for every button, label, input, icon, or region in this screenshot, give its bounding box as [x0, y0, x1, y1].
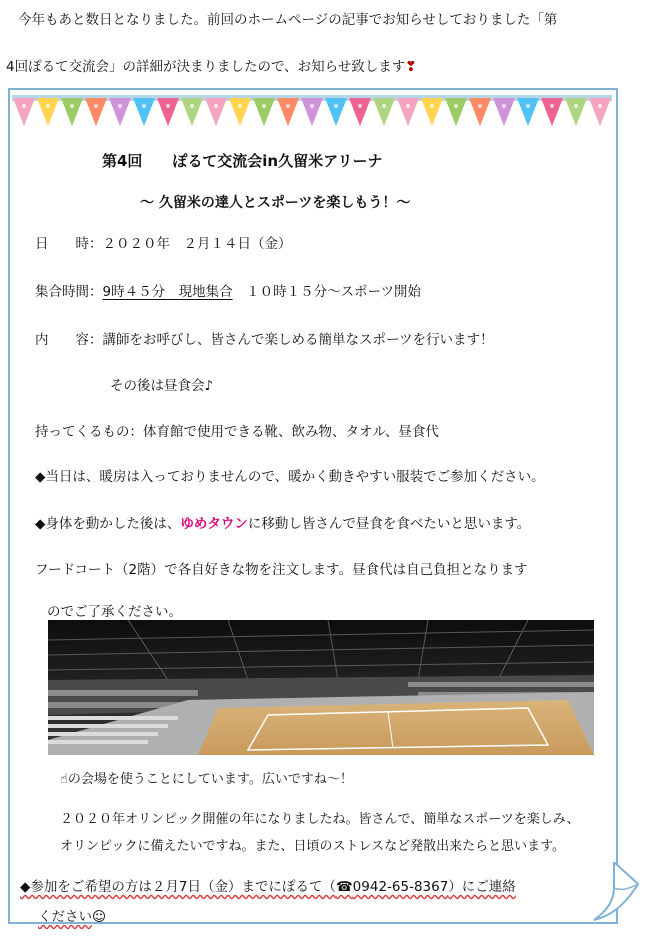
bunting-dot	[478, 104, 482, 108]
olympic-paragraph-2: オリンピックに備えたいですね。また、日頃のストレスなど発散出来たらと思います。	[60, 839, 566, 854]
bunting-flag	[445, 98, 467, 126]
arena-illustration	[48, 620, 594, 755]
heart-icon: ❣	[405, 59, 417, 75]
apply-text-c: ください	[38, 909, 92, 925]
bunting-dot	[46, 104, 50, 108]
bunting-flag	[589, 98, 611, 126]
bunting-flag	[13, 98, 35, 126]
bunting-dot	[526, 104, 530, 108]
intro-line-1: 今年もあと数日となりました。前回のホームページの記事でお知らせしておりました「第	[18, 12, 558, 28]
content-label: 内 容：	[35, 332, 103, 348]
event-title: 第4回 ぽるて交流会in久留米アリーナ	[102, 152, 383, 170]
date-row	[35, 232, 292, 252]
apply-text-b: ）にご連絡	[448, 879, 516, 895]
event-subtitle: ～ 久留米の達人とスポーツを楽しもう！～	[140, 195, 411, 211]
bunting-decoration	[12, 92, 612, 132]
bunting-dot	[166, 104, 170, 108]
bunting-flag	[37, 98, 59, 126]
bunting-dot	[358, 104, 362, 108]
bunting-dot	[502, 104, 506, 108]
bunting-flag	[325, 98, 347, 126]
meeting-row	[35, 280, 421, 300]
bunting-flag	[181, 98, 203, 126]
bunting-dot	[262, 104, 266, 108]
bunting-flag	[133, 98, 155, 126]
photo-caption: ☝の会場を使うことにしています。広いですね～！	[60, 772, 353, 787]
event-frame	[8, 88, 618, 924]
bunting-flag	[421, 98, 443, 126]
bunting-dot	[142, 104, 146, 108]
bunting-flag	[205, 98, 227, 126]
bunting-dot	[94, 104, 98, 108]
bunting-flag	[373, 98, 395, 126]
apply-phone[interactable]: 0942-65-8367	[352, 879, 449, 895]
bunting-flag	[349, 98, 371, 126]
bunting-flag	[277, 98, 299, 126]
bunting-dot	[454, 104, 458, 108]
bunting-flag	[253, 98, 275, 126]
bunting-dot	[190, 104, 194, 108]
bunting-flag	[301, 98, 323, 126]
bring-row	[35, 420, 439, 440]
apply-text-a: ◆参加をご希望の方は２月7日（金）までにぽるて（	[20, 879, 336, 895]
phone-icon: ☎	[335, 879, 353, 895]
date-value: ２０２０年 ２月１４日（金）	[102, 236, 292, 252]
bunting-flag	[109, 98, 131, 126]
bunting-dot	[574, 104, 578, 108]
apply-line-1	[20, 875, 516, 895]
bunting-dot	[310, 104, 314, 108]
bunting-flag	[85, 98, 107, 126]
smile-icon: ☺	[92, 909, 107, 925]
apply-line-2	[38, 905, 106, 925]
bunting-dot	[334, 104, 338, 108]
after-lunch: その後は昼食会♪	[110, 378, 214, 394]
yumetown-link: ゆめタウン	[180, 516, 248, 532]
bunting-flag	[397, 98, 419, 126]
note-lunch	[35, 512, 530, 532]
intro-line-2	[6, 55, 417, 75]
bunting-dot	[406, 104, 410, 108]
intro-line-2-text: 4回ぽるて交流会」の詳細が決まりましたので、お知らせ致します	[6, 59, 406, 75]
note-lunch-a: ◆身体を動かした後は、	[35, 516, 181, 532]
bunting-flag	[517, 98, 539, 126]
bunting-dot	[238, 104, 242, 108]
meet-start: １０時１５分～スポーツ開始	[232, 284, 422, 300]
bunting-flag	[541, 98, 563, 126]
meet-label: 集合時間：	[35, 284, 103, 300]
olympic-paragraph-1: ２０２０年オリンピック開催の年になりましたね。皆さんで、簡単なスポーツを楽しみ、	[60, 812, 580, 827]
note-clothing: ◆当日は、暖房は入っておりませんので、暖かく動きやすい服装でご参加ください。	[35, 469, 545, 485]
arena-photo	[48, 620, 594, 755]
bunting-flag	[565, 98, 587, 126]
bunting-dot	[286, 104, 290, 108]
bring-label: 持ってくるもの：	[35, 424, 143, 440]
note-lunch-b: に移動し皆さんで昼食を食べたいと思います。	[247, 516, 531, 532]
page-curl-icon	[590, 862, 640, 922]
content-value: 講師をお呼びし、皆さんで楽しめる簡単なスポーツを行います！	[102, 332, 494, 348]
note-food-court-2: のでご了承ください。	[47, 604, 182, 620]
bunting-dot	[382, 104, 386, 108]
bunting-dot	[70, 104, 74, 108]
bunting-flag	[157, 98, 179, 126]
meet-value: 9時４５分 現地集合	[102, 284, 233, 300]
bunting-dot	[118, 104, 122, 108]
date-label: 日 時：	[35, 236, 103, 252]
note-food-court: フードコート（2階）で各自好きな物を注文します。昼食代は自己負担となります	[35, 562, 528, 578]
bunting-dot	[598, 104, 602, 108]
bunting-dot	[214, 104, 218, 108]
bunting-dot	[22, 104, 26, 108]
bunting-dot	[550, 104, 554, 108]
bunting-flag	[229, 98, 251, 126]
bunting-dot	[430, 104, 434, 108]
bring-value: 体育館で使用できる靴、飲み物、タオル、昼食代	[143, 424, 439, 440]
bunting-flag	[493, 98, 515, 126]
bunting-flag	[61, 98, 83, 126]
content-row	[35, 328, 493, 348]
bunting-flag	[469, 98, 491, 126]
